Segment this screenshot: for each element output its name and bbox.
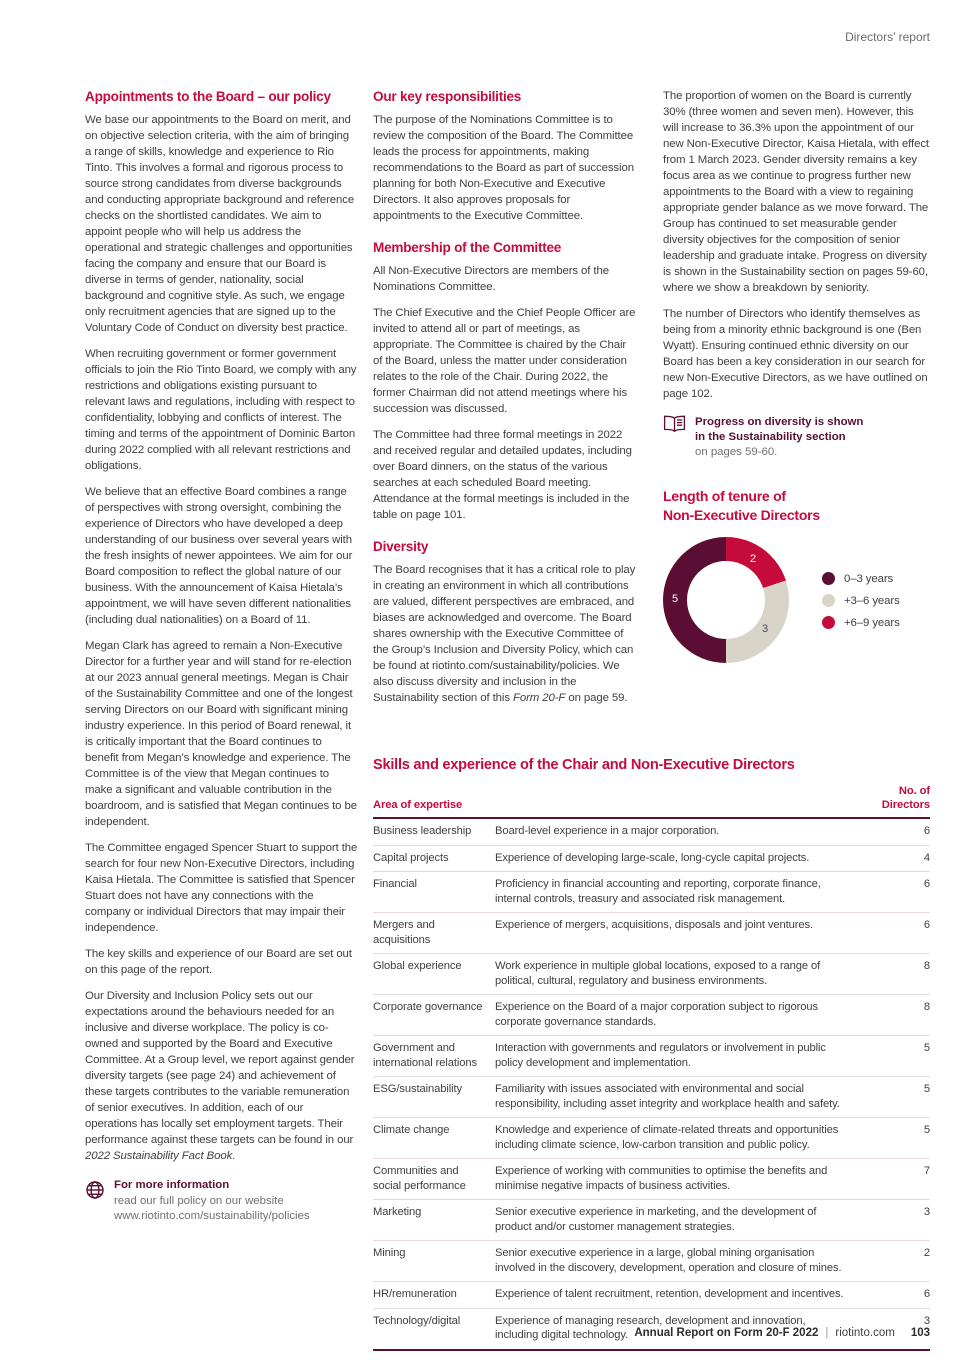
skill-count: 6	[882, 1282, 930, 1309]
skill-desc: Senior executive experience in a large, global mining organisation involved in the discovery, development, operation and closure of mines.	[495, 1241, 882, 1282]
paragraph: We base our appointments to the Board on merit, and on objective selection criteria, with the aim of bringing a range of skills, knowledge and experience to Rio Tinto. This involves a formal and rigorous process to source strong candidates from diverse backgrounds and conducting appropriate background and reference checks on the shortlisted candidates. We aim to appoint people who will help us address the operational and strategic challenges and opportunities facing the company and ensure that our Board is diverse in terms of gender, nationality, social background and cognitive style. As such, we engage only recruitment agencies that are signed up to the Voluntary Code of Conduct on diversity best practice.	[85, 114, 355, 334]
legend-label: 0–3 years	[844, 572, 894, 585]
text-run: Our Diversity and Inclusion Policy sets out our expectations around the behaviours needed for an inclusive and diverse workplace. The policy is co-owned and supported by the Board and Executive Committee. At a Group level, we report against gender diversity targets (see page 24) and achievement of these targets contributes to the variable remuneration of senior executives. In addition, each of our operations has locally set employment targets. Their performance against these targets can be found in our	[85, 990, 355, 1146]
open-book-icon	[663, 415, 686, 460]
skill-area: Communities and social performance	[373, 1159, 495, 1200]
header-line: No. of	[898, 785, 930, 797]
column-appointments	[85, 88, 358, 1225]
tenure-chart	[663, 487, 931, 663]
table-row	[373, 1241, 930, 1282]
running-header: Directors’ report	[845, 30, 930, 44]
paragraph: Megan Clark has agreed to remain a Non-Executive Director for a further year and will stand for re-election at our 2023 annual general meetings. Megan is Chair of the Sustainability Committee and one of the longest serving Directors on our Board with significant mining industry experience. In this period of Board renewal, it is critically important that the Board continues to benefit from Megan’s knowledge and experience. The Committee is of the view that Megan continues to make a significant and valuable contribution in the boardroom, and is satisfied that Megan continues to be independent.	[85, 640, 357, 828]
donut-value-0-3: 5	[672, 593, 679, 605]
skill-area: ESG/sustainability	[373, 1077, 495, 1118]
skill-desc: Work experience in multiple global locations, exposed to a range of political, cultural, regulatory and business environments.	[495, 954, 882, 995]
skill-count: 5	[882, 1077, 930, 1118]
progress-callout	[663, 415, 931, 460]
text-run: on page 59.	[565, 692, 628, 704]
table-row	[373, 1159, 930, 1200]
table-header-row	[373, 785, 930, 818]
skill-desc: Knowledge and experience of climate-related threats and opportunities including climate science, low-carbon transition and public policy.	[495, 1118, 882, 1159]
skill-desc: Experience of talent recruitment, retention, development and incentives.	[495, 1282, 882, 1309]
table-row	[373, 1077, 930, 1118]
paragraph: The number of Directors who identify themselves as being from a minority ethnic background is one (Ben Wyatt). Ensuring continued ethnic diversity on our Board has been a key consideration in our search for new Non-Executive Directors, as we have outlined on page 102.	[663, 308, 928, 400]
skill-count: 3	[882, 1200, 930, 1241]
donut-and-legend	[663, 537, 931, 663]
more-information-callout	[85, 1178, 358, 1225]
paragraph	[85, 988, 358, 1164]
skill-desc: Experience of working with communities to optimise the benefits and minimise negative impacts of business activities.	[495, 1159, 882, 1200]
skill-count: 5	[882, 1118, 930, 1159]
paragraph: When recruiting government or former government officials to join the Rio Tinto Board, we comply with any restrictions and obligations existing pursuant to relevant laws and regulations, including with respect to confidentiality, lobbying and conflicts of interest. The timing and terms of the appointment of Dominic Barton during 2022 complied with all relevant restrictions and obligations.	[85, 348, 357, 472]
tenure-donut	[663, 537, 789, 663]
skills-table	[373, 785, 930, 1351]
donut-value-3-6: 3	[762, 623, 769, 635]
column-gender-diversity	[663, 88, 931, 663]
donut-hole	[687, 561, 765, 639]
footer-report-title: Annual Report on Form 20-F 2022	[634, 1327, 819, 1339]
skill-desc: Familiarity with issues associated with environmental and social responsibility, including asset integrity and workplace health and safety.	[495, 1077, 882, 1118]
italic-title: 2022 Sustainability Fact Book	[85, 1150, 233, 1162]
skill-area: Climate change	[373, 1118, 495, 1159]
skill-area: Mergers and acquisitions	[373, 913, 495, 954]
skills-section	[373, 757, 930, 1351]
paragraph: The purpose of the Nominations Committee is to review the composition of the Board. The Committee leads the process for appointments, making recommendations to the Board as part of succession planning for both Non-Executive and Executive Directors. It also approves proposals for appointments to the Executive Committee.	[373, 114, 634, 222]
skill-desc: Experience of managing research, development and innovation, including digital technology.	[495, 1308, 882, 1350]
column-header-directors	[882, 785, 930, 818]
skill-count: 2	[882, 1241, 930, 1282]
donut-value-6-9: 2	[750, 553, 757, 565]
more-information-text	[114, 1178, 310, 1225]
globe-icon	[85, 1178, 105, 1225]
skill-desc: Proficiency in financial accounting and reporting, corporate finance, internal controls, treasury and associated risk management.	[495, 872, 882, 913]
column-header-area: Area of expertise	[373, 785, 882, 818]
skill-desc: Board-level experience in a major corporation.	[495, 818, 882, 845]
diversity-heading: Diversity	[373, 539, 429, 554]
skill-count: 6	[882, 872, 930, 913]
paragraph: The Chief Executive and the Chief People Officer are invited to attend all or part of meetings, as appropriate. The Committee is chaired by the Chair of the Board, unless the matter under consideration relates to the role of the Chair. During 2022, the former Chairman did not attend meetings where his succession was discussed.	[373, 307, 636, 415]
footer-website: riotinto.com	[835, 1327, 895, 1339]
responsibilities-heading: Our key responsibilities	[373, 89, 522, 104]
paragraph: The key skills and experience of our Board are set out on this page of the report.	[85, 948, 352, 976]
page-footer	[634, 1327, 930, 1339]
skill-area: Corporate governance	[373, 995, 495, 1036]
more-information-line: read our full policy on our website	[114, 1194, 284, 1207]
skill-desc: Experience of mergers, acquisitions, disposals and joint ventures.	[495, 913, 882, 954]
italic-title: Form 20-F	[513, 692, 566, 704]
skill-count: 8	[882, 954, 930, 995]
page-number: 103	[910, 1327, 930, 1339]
table-row	[373, 995, 930, 1036]
skill-desc: Experience of developing large-scale, long-cycle capital projects.	[495, 845, 882, 872]
skill-count: 6	[882, 913, 930, 954]
tenure-chart-title	[663, 487, 931, 524]
legend-dot-3-6	[822, 594, 835, 607]
callout-note: on pages 59-60.	[695, 446, 778, 458]
policy-url: www.riotinto.com/sustainability/policies	[114, 1210, 310, 1222]
skill-desc: Interaction with governments and regulators or involvement in public policy development and implementation.	[495, 1036, 882, 1077]
membership-heading: Membership of the Committee	[373, 240, 562, 255]
chart-title-line: Length of tenure of	[663, 488, 786, 504]
skill-area: Financial	[373, 872, 495, 913]
tenure-legend	[822, 572, 900, 638]
paragraph: The Committee had three formal meetings in 2022 and received regular and detailed updates, including over Board dinners, on the status of the various searches at each scheduled Board meeting. Attendance at the formal meetings is included in the table on page 101.	[373, 429, 632, 521]
skill-count: 6	[882, 818, 930, 845]
table-row	[373, 1036, 930, 1077]
skill-desc: Senior executive experience in marketing, and the development of product and/or customer management strategies.	[495, 1200, 882, 1241]
table-row	[373, 1118, 930, 1159]
skill-count: 7	[882, 1159, 930, 1200]
skill-area: Marketing	[373, 1200, 495, 1241]
skill-count: 5	[882, 1036, 930, 1077]
skill-area: HR/remuneration	[373, 1282, 495, 1309]
footer-separator: |	[825, 1327, 829, 1339]
skill-area: Business leadership	[373, 818, 495, 845]
appointments-heading: Appointments to the Board – our policy	[85, 89, 331, 104]
paragraph	[373, 562, 637, 706]
skill-area: Mining	[373, 1241, 495, 1282]
table-row	[373, 845, 930, 872]
table-row	[373, 1282, 930, 1309]
skill-desc: Experience on the Board of a major corporation subject to rigorous corporate governance standards.	[495, 995, 882, 1036]
skill-area: Global experience	[373, 954, 495, 995]
header-line: Directors	[881, 798, 930, 811]
legend-dot-0-3	[822, 572, 835, 585]
chart-title-line: Non-Executive Directors	[663, 506, 820, 523]
progress-callout-text	[695, 415, 863, 460]
legend-label: +6–9 years	[844, 616, 900, 629]
skill-area: Government and international relations	[373, 1036, 495, 1077]
skill-area: Technology/digital	[373, 1308, 495, 1350]
skill-count: 4	[882, 845, 930, 872]
table-row	[373, 1200, 930, 1241]
table-row	[373, 913, 930, 954]
legend-dot-6-9	[822, 616, 835, 629]
legend-item	[822, 572, 900, 585]
text-run: The Board recognises that it has a critical role to play in creating an environment in which all contributions are valued, different perspectives are embraced, and biases are acknowledged and overcome. The Board shares ownership with the Executive Committee of the Group’s Inclusion and Diversity Policy, which can be found at riotinto.com/sustainability/policies. We also discuss diversity and inclusion in the Sustainability section of this	[373, 564, 636, 704]
callout-line: in the Sustainability section	[695, 431, 846, 443]
legend-item	[822, 616, 900, 629]
skill-count: 3	[882, 1308, 930, 1350]
table-row	[373, 872, 930, 913]
skill-count: 8	[882, 995, 930, 1036]
legend-label: +3–6 years	[844, 594, 900, 607]
legend-item	[822, 594, 900, 607]
callout-line: Progress on diversity is shown	[695, 416, 864, 428]
skill-area: Capital projects	[373, 845, 495, 872]
paragraph: We believe that an effective Board combines a range of perspectives with strong oversight, combining the experience of Directors who have developed a deep understanding of our business over several years with the fresh insights of newer appointees. We aim for our Board composition to reflect the global nature of our business. With the announcement of Kaisa Hietala’s appointment, we will have seven different nationalities (including dual nationalities) on a Board of 11.	[85, 486, 353, 626]
paragraph: The Committee engaged Spencer Stuart to support the search for four new Non-Executive Directors, including Kaisa Hietala. The Committee is satisfied that Spencer Stuart does not have any connections with the company or individual Directors that may impair their independence.	[85, 842, 358, 934]
more-information-title: For more information	[114, 1179, 230, 1191]
paragraph: All Non-Executive Directors are members of the Nominations Committee.	[373, 265, 609, 293]
table-row	[373, 954, 930, 995]
table-row	[373, 818, 930, 845]
column-responsibilities	[373, 88, 637, 716]
skills-heading: Skills and experience of the Chair and Non-Executive Directors	[373, 757, 795, 773]
paragraph: The proportion of women on the Board is currently 30% (three women and seven men). However, this will increase to 36.3% upon the appointment of our new Non-Executive Director, Kaisa Hietala, with effect from 1 March 2023. Gender diversity remains a key focus area as we continue to progress further new appointments to the Board with a view to regaining appropriate gender balance as we move forward. The Group has continued to set measurable gender diversity objectives for the composition of senior leadership and graduate intake. Progress on diversity is shown in the Sustainability section on pages 59-60, where we show a breakdown by seniority.	[663, 90, 929, 294]
text-run: .	[232, 1150, 236, 1162]
